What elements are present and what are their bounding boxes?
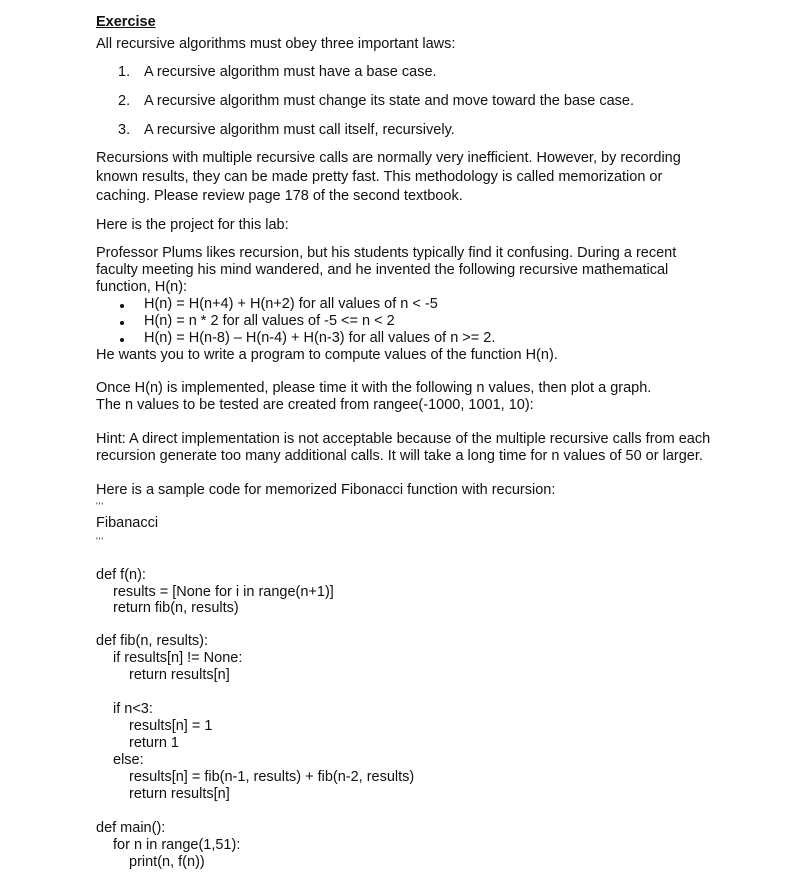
bullet-icon <box>120 321 124 325</box>
timing-paragraph-line: Once H(n) is implemented, please time it with the following n values, then plot a graph. <box>96 380 652 396</box>
recursion-paragraph-line: Recursions with multiple recursive calls are normally very inefficient. However, by recording <box>96 150 681 166</box>
code-line: results = [None for i in range(n+1)] <box>113 584 334 600</box>
project-intro: Here is the project for this lab: <box>96 217 289 233</box>
docstring-quote: ''' <box>96 536 105 546</box>
function-rule: H(n) = n * 2 for all values of -5 <= n < 2 <box>144 313 395 329</box>
recursion-paragraph-line: known results, they can be made pretty fast. This methodology is called memorization or <box>96 169 663 185</box>
task-statement: He wants you to write a program to compute values of the function H(n). <box>96 347 558 363</box>
code-line: results[n] = 1 <box>129 718 213 734</box>
code-line: else: <box>113 752 144 768</box>
code-line: if n<3: <box>113 701 153 717</box>
bullet-icon <box>120 304 124 308</box>
code-line: for n in range(1,51): <box>113 837 241 853</box>
sample-code-intro: Here is a sample code for memorized Fibonacci function with recursion: <box>96 482 556 498</box>
code-line: print(n, f(n)) <box>129 854 205 870</box>
code-line: return fib(n, results) <box>113 600 239 616</box>
law-number: 3. <box>118 122 131 138</box>
hint-paragraph-line: Hint: A direct implementation is not acceptable because of the multiple recursive calls from each <box>96 431 711 447</box>
docstring-text: Fibanacci <box>96 515 159 531</box>
code-line: def main(): <box>96 820 166 836</box>
law-number: 2. <box>118 93 131 109</box>
function-rule: H(n) = H(n+4) + H(n+2) for all values of n < -5 <box>144 296 438 312</box>
docstring-quote: ''' <box>96 501 105 511</box>
plums-paragraph-line: function, H(n): <box>96 279 188 295</box>
code-line: def fib(n, results): <box>96 633 209 649</box>
law-text: A recursive algorithm must change its state and move toward the base case. <box>144 93 635 109</box>
code-line: def f(n): <box>96 567 146 583</box>
code-line: results[n] = fib(n-1, results) + fib(n-2, results) <box>129 769 415 785</box>
plums-paragraph-line: Professor Plums likes recursion, but his students typically find it confusing. During a recent <box>96 245 677 261</box>
bullet-icon <box>120 338 124 342</box>
plums-paragraph-line: faculty meeting his mind wandered, and he invented the following recursive mathematical <box>96 262 669 278</box>
code-line: return results[n] <box>129 786 230 802</box>
code-line: return results[n] <box>129 667 230 683</box>
recursion-paragraph-line: caching. Please review page 178 of the second textbook. <box>96 188 463 204</box>
law-text: A recursive algorithm must have a base case. <box>144 64 437 80</box>
code-line: return 1 <box>129 735 179 751</box>
exercise-title: Exercise <box>96 14 156 30</box>
function-rule: H(n) = H(n-8) – H(n-4) + H(n-3) for all values of n >= 2. <box>144 330 496 346</box>
laws-intro: All recursive algorithms must obey three important laws: <box>96 36 456 52</box>
hint-paragraph-line: recursion generate too many additional calls. It will take a long time for n values of 50 or larger. <box>96 448 703 464</box>
law-text: A recursive algorithm must call itself, recursively. <box>144 122 455 138</box>
law-number: 1. <box>118 64 131 80</box>
code-line: if results[n] != None: <box>113 650 243 666</box>
timing-paragraph-line: The n values to be tested are created from rangee(-1000, 1001, 10): <box>96 397 534 413</box>
